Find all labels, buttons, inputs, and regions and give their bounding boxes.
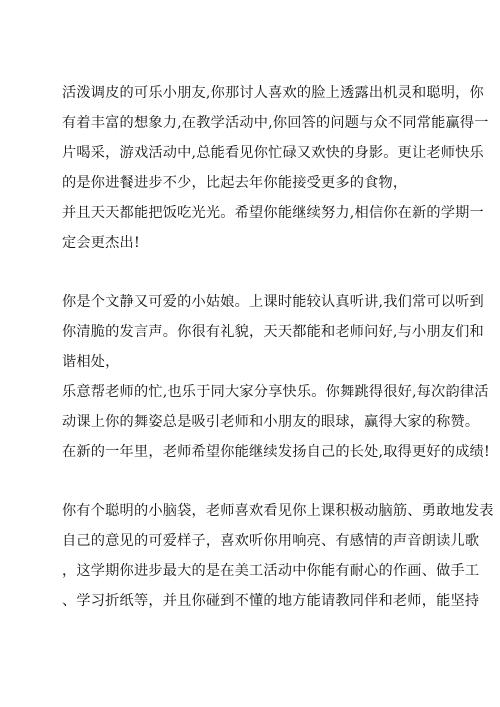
paragraph-1-line-2: 有着丰富的想象力,在教学活动中,你回答的问题与众不同常能赢得一 — [62, 115, 489, 131]
paragraph-3-line-3: ，这学期你进步最大的是在美工活动中你能有耐心的作画、做手工 — [62, 563, 480, 579]
paragraph-3-line-1: 你有个聪明的小脑袋，老师喜欢看见你上课积极动脑筋、勇敢地发表 — [62, 503, 494, 519]
paragraph-1-line-5: 并且天天都能把饭吃光光。希望你能继续努力,相信你在新的学期一 — [62, 205, 484, 221]
paragraph-3-line-2: 自己的意见的可爱样子，喜欢听你用响亮、有感情的声音朗读儿歌 — [62, 533, 480, 549]
paragraph-2-line-4: 乐意帮老师的忙,也乐于同大家分享快乐。你舞跳得很好,每次韵律活 — [62, 384, 489, 400]
paragraph-3-line-4: 、学习折纸等，并且你碰到不懂的地方能请教同伴和老师，能坚持 — [62, 593, 480, 609]
paragraph-1-line-6: 定会更杰出! — [62, 235, 140, 251]
paragraph-1-line-1: 活泼调皮的可乐小朋友,你那讨人喜欢的脸上透露出机灵和聪明，你 — [62, 85, 484, 101]
paragraph-1-line-4: 的是你进餐进步不少，比起去年你能接受更多的食物， — [62, 175, 408, 191]
paragraph-2-line-1: 你是个文静又可爱的小姑娘。上课时能较认真听讲,我们常可以听到 — [62, 294, 484, 310]
paragraph-1-line-3: 片喝采，游戏活动中,总能看见你忙碌又欢快的身影。更让老师快乐 — [62, 145, 484, 161]
paragraph-2-line-5: 动课上你的舞姿总是吸引老师和小朋友的眼球，赢得大家的称赞。 — [62, 414, 480, 430]
paragraph-2-line-3: 谐相处， — [62, 354, 120, 370]
paragraph-2-line-6: 在新的一年里，老师希望你能继续发扬自己的长处,取得更好的成绩! — [62, 444, 490, 460]
paragraph-2-line-2: 你清脆的发言声。你很有礼貌，天天都能和老师问好,与小朋友们和 — [62, 324, 484, 340]
